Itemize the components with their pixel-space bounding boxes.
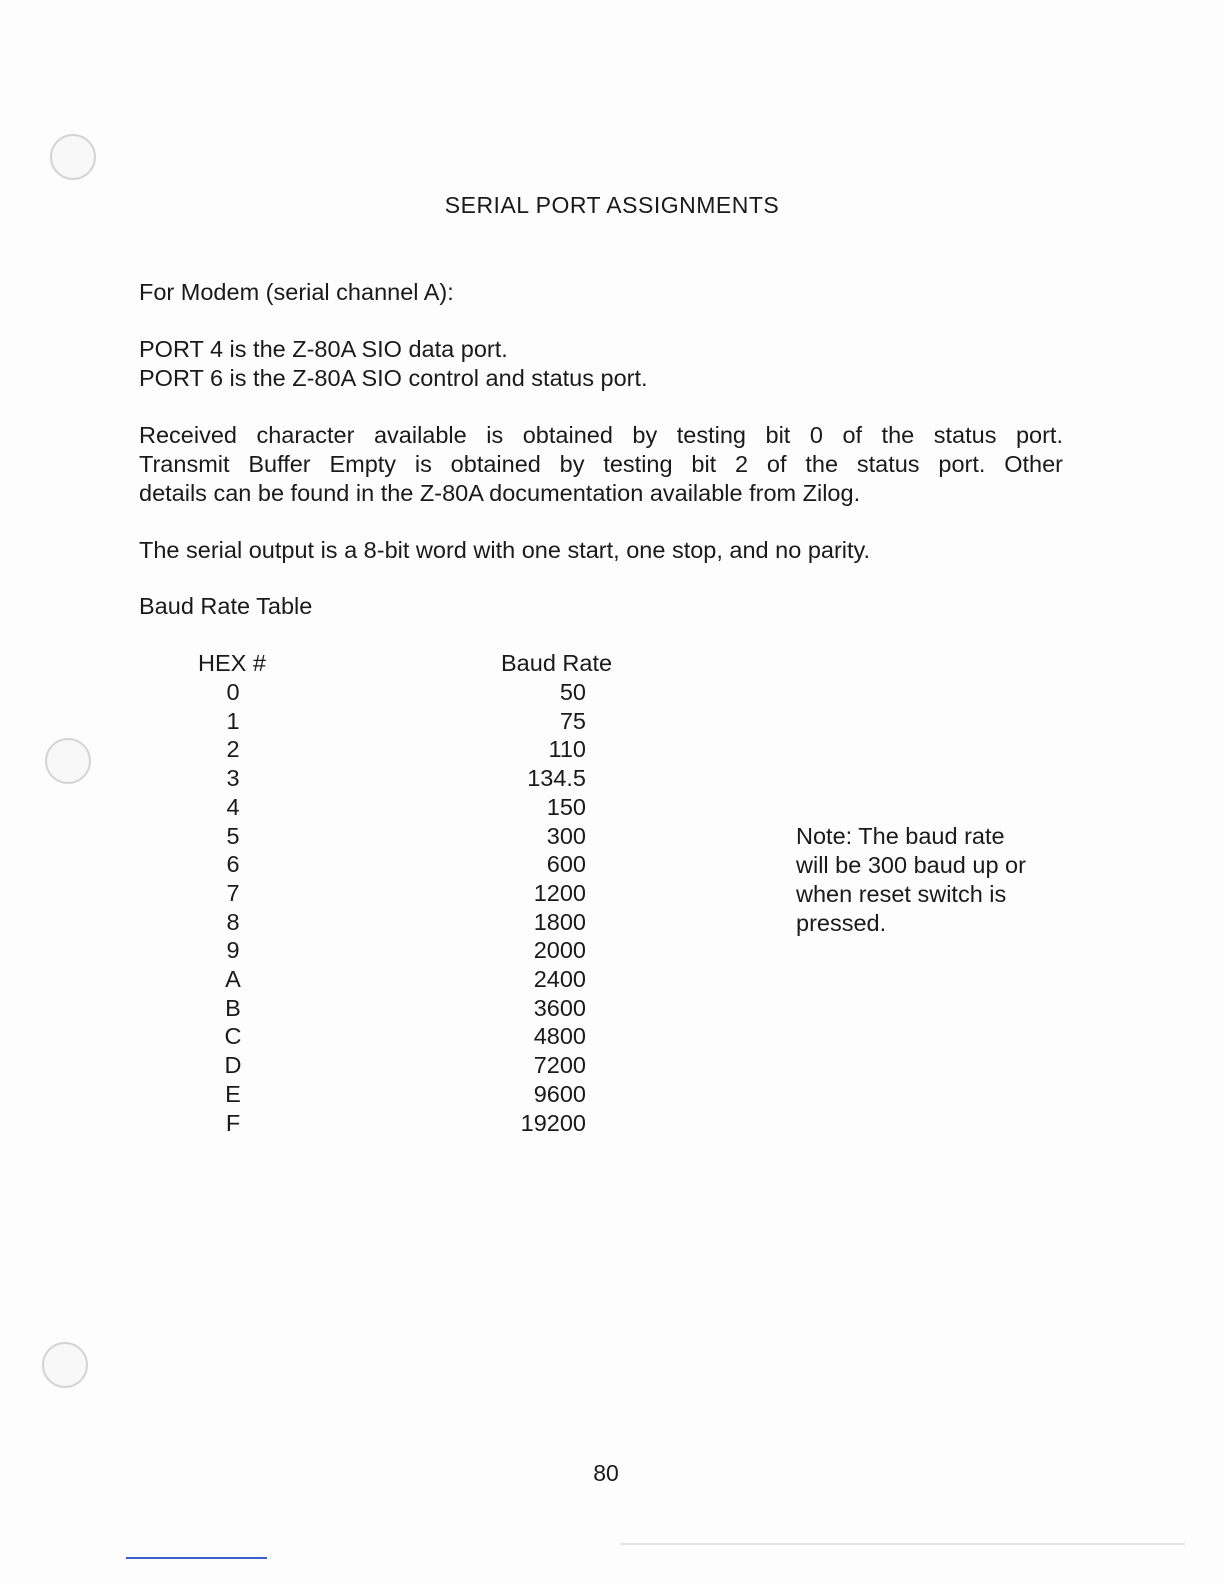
hex-cell: F [225,1109,241,1136]
table-row [180,1023,700,1052]
hex-cell: A [225,966,241,992]
punch-hole-middle [45,738,91,784]
page-title: SERIAL PORT ASSIGNMENTS [444,192,780,218]
baud-rate-cell: 3600 [533,994,586,1021]
table-row [180,765,700,794]
footer-rule-left [126,1557,267,1559]
table-row [180,909,700,938]
hex-cell: 6 [226,851,240,878]
baud-rate-cell: 75 [559,707,586,734]
hex-cell: 8 [226,908,240,935]
hex-cell: 3 [226,765,240,792]
hex-cell: 5 [226,822,240,849]
table-row [180,966,700,995]
baud-rate-cell: 1200 [533,879,586,906]
hex-cell: D [224,1052,242,1079]
hex-cell: 0 [226,679,240,705]
note-line: pressed. [796,910,887,936]
table-row [180,1081,700,1110]
baud-rate-cell: 134.5 [527,765,586,792]
baud-rate-cell: 1800 [533,908,586,935]
baud-rate-cell: 4800 [533,1023,586,1050]
table-row [180,880,700,909]
baud-rate-cell: 19200 [520,1109,586,1136]
status-line: Received character available is obtained by testing bit 0 of the status port. [139,422,1063,448]
baud-rate-cell: 2000 [533,937,586,964]
hex-cell: 7 [226,879,240,906]
table-row [180,823,700,852]
hex-cell: C [224,1023,242,1050]
baud-rate-cell: 2400 [533,966,586,992]
baud-rate-cell: 150 [546,793,586,820]
hex-cell: 2 [226,736,240,763]
status-line: Transmit Buffer Empty is obtained by testing bit 2 of the status port. Other [139,451,1063,477]
baud-rate-cell: 7200 [533,1052,586,1079]
note-line: will be 300 baud up or [796,852,1026,878]
baud-rate-note [796,822,1026,938]
table-row [180,937,700,966]
table-row [180,1110,700,1139]
port-line-data: PORT 4 is the Z-80A SIO data port. [139,336,508,362]
note-line: when reset switch is [796,881,1007,907]
baud-rate-cell: 50 [559,679,586,705]
table-row [180,794,700,823]
hex-cell: E [225,1080,241,1107]
status-paragraph [139,421,1063,508]
baud-rate-cell: 300 [546,822,586,849]
punch-hole-bottom [42,1342,88,1388]
table-row [180,679,700,708]
table-caption: Baud Rate Table [139,593,313,619]
status-line: details can be found in the Z-80A documentation available from Zilog. [139,480,861,506]
table-row [180,708,700,737]
table-row [180,736,700,765]
table-row [180,851,700,880]
table-row [180,995,700,1024]
hex-cell: B [225,994,241,1021]
footer-rule-right [620,1543,1185,1545]
baud-rate-cell: 9600 [533,1080,586,1107]
hex-cell: 9 [226,937,240,964]
note-line: Note: The baud rate [796,823,1005,849]
hex-cell: 1 [226,707,240,734]
table-row [180,1052,700,1081]
hex-cell: 4 [226,793,240,820]
column-header-baud-rate: Baud Rate [501,650,613,676]
baud-rate-cell: 600 [546,851,586,878]
page-number: 80 [593,1460,619,1486]
intro-text: For Modem (serial channel A): [139,279,454,305]
column-header-hex: HEX # [198,650,266,676]
serial-output-text: The serial output is a 8-bit word with one start, one stop, and no parity. [139,537,871,563]
baud-rate-cell: 110 [548,736,586,763]
punch-hole-top [50,134,96,180]
port-line-control: PORT 6 is the Z-80A SIO control and status port. [139,365,648,391]
